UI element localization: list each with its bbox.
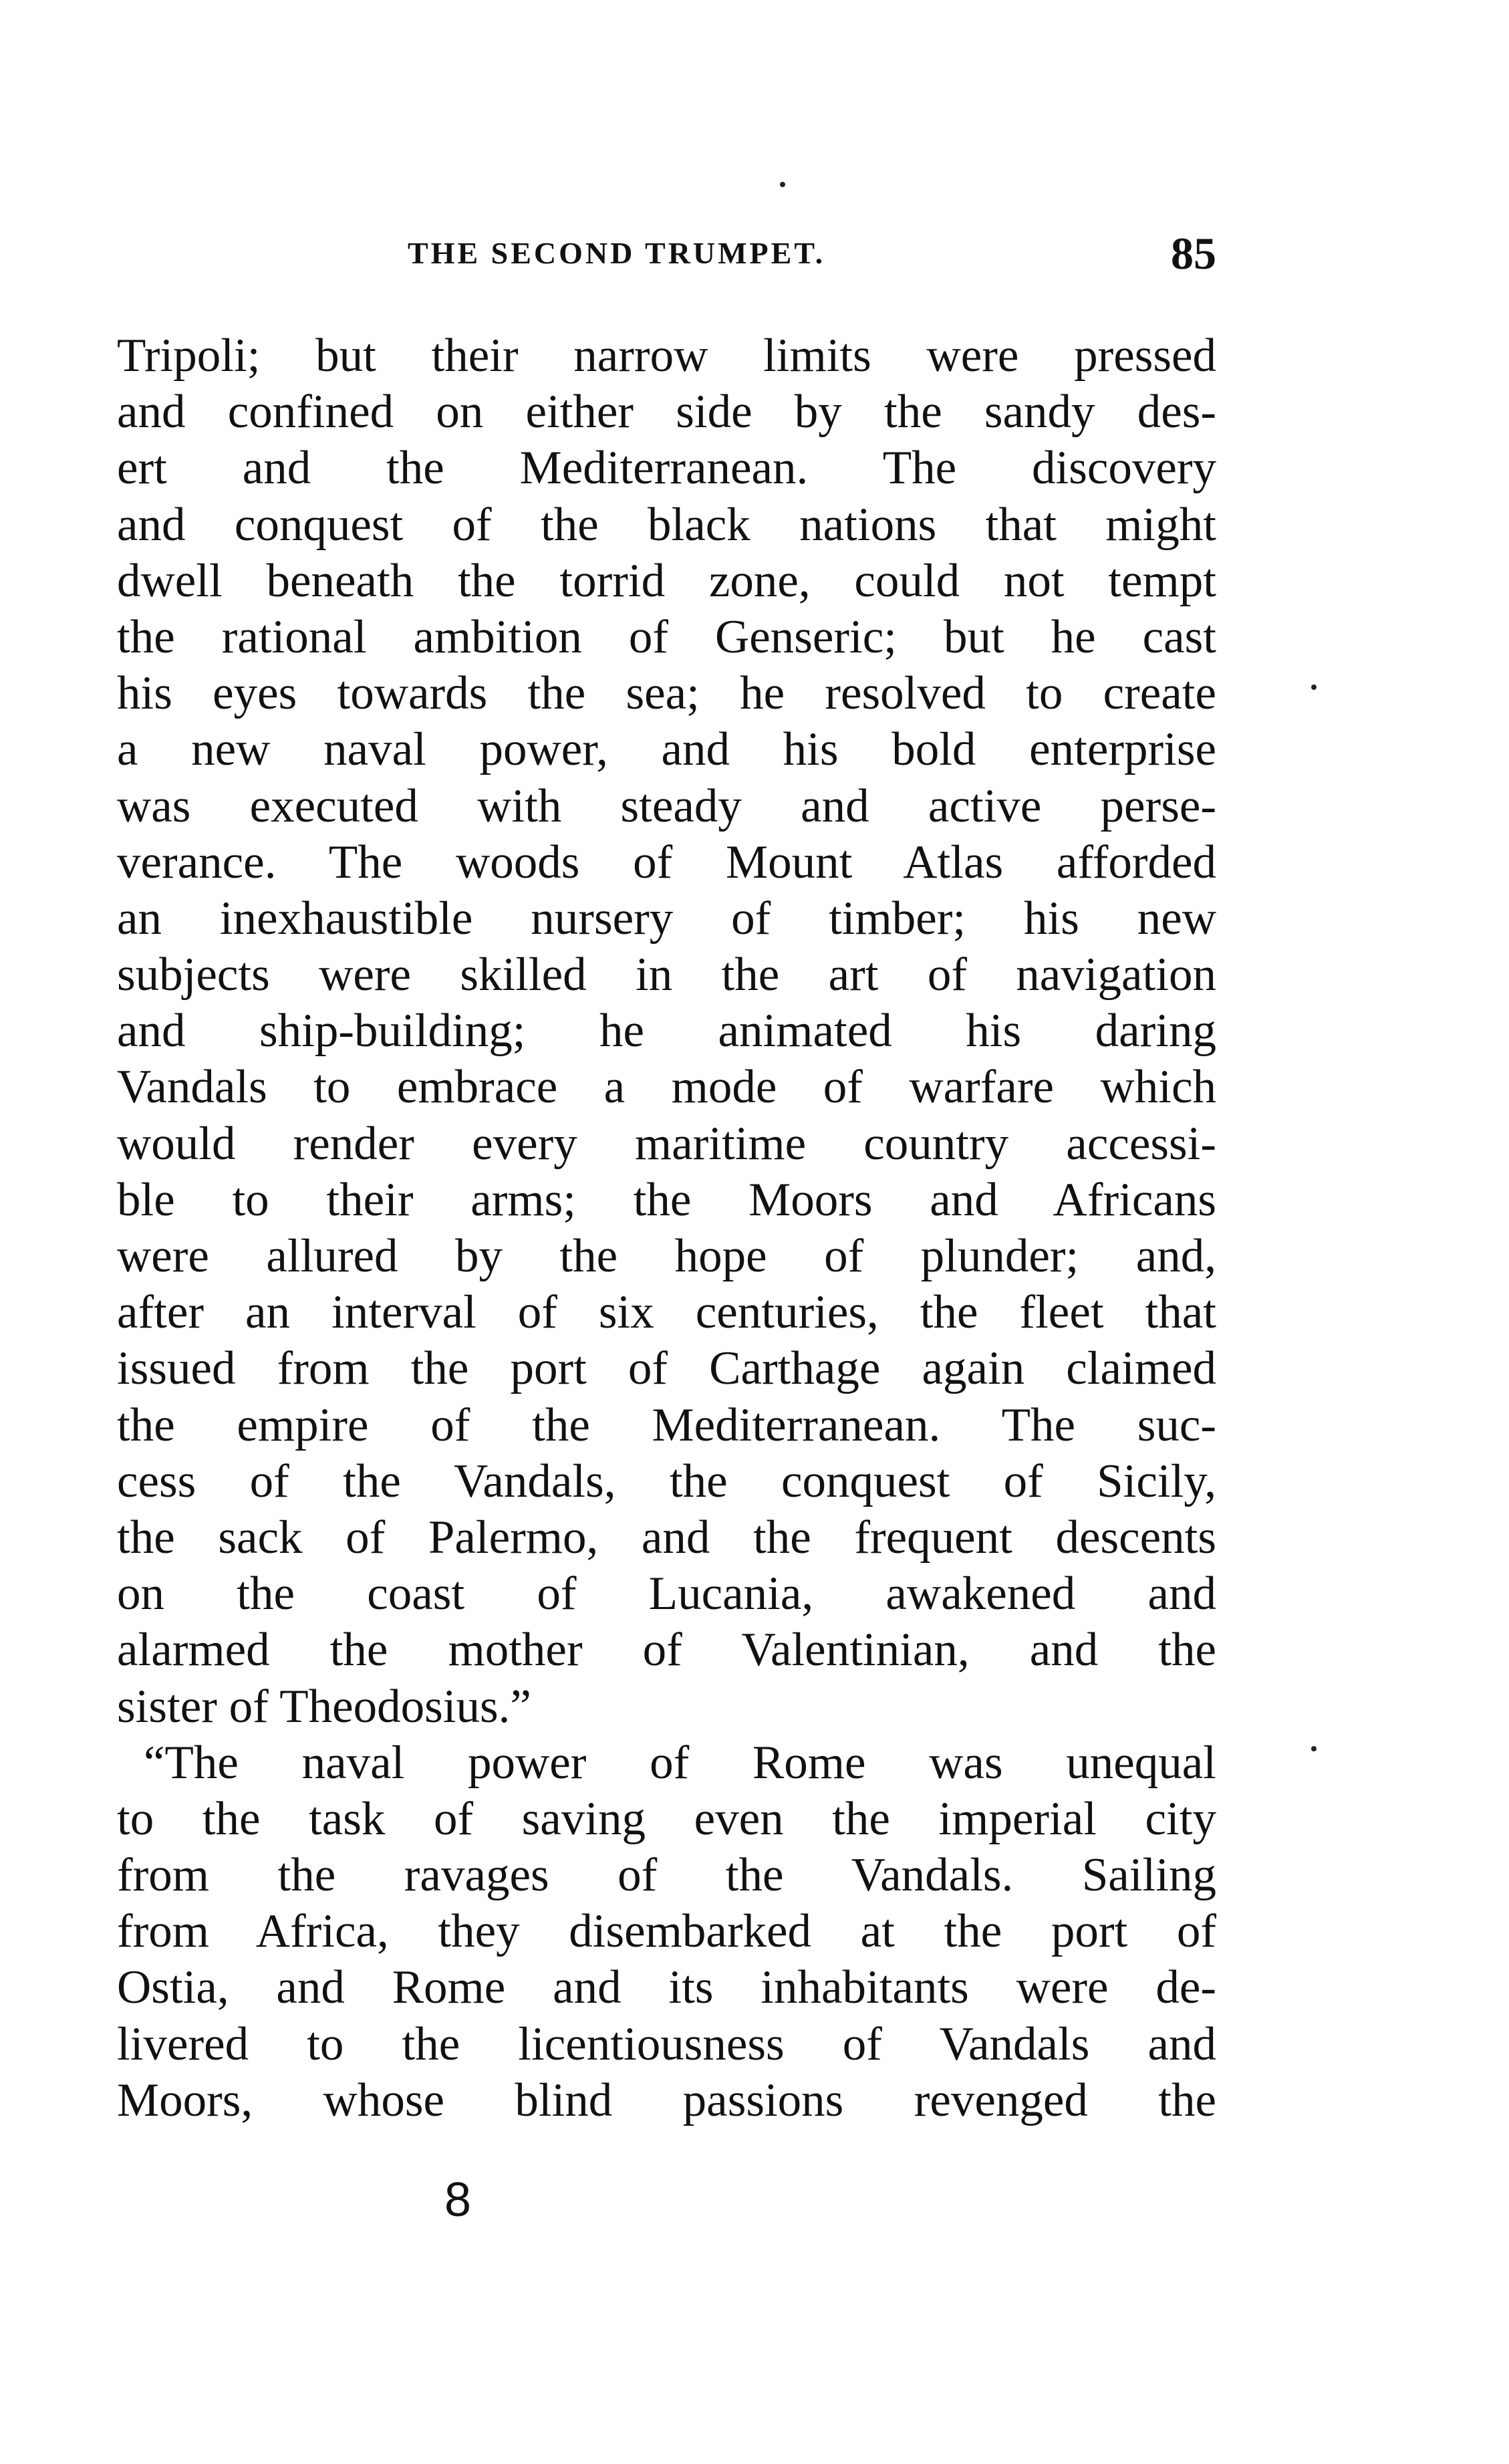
- text-line: ble to their arms; the Moors and Africans: [117, 1173, 1216, 1226]
- text-line: the empire of the Mediterranean. The suc-: [117, 1398, 1216, 1451]
- signature-mark: 8: [444, 2173, 472, 2227]
- text-line: cess of the Vandals, the conquest of Sicily,: [117, 1455, 1216, 1507]
- quotation-start-line: “The naval power of Rome was unequal: [144, 1736, 1216, 1789]
- ink-speck: [1311, 1746, 1317, 1751]
- text-line: verance. The woods of Mount Atlas afforded: [117, 836, 1216, 888]
- text-line: subjects were skilled in the art of navigation: [117, 949, 1216, 1001]
- text-line: an inexhaustible nursery of timber; his new: [117, 892, 1216, 945]
- text-line: and ship-building; he animated his daring: [117, 1005, 1216, 1058]
- text-line: from Africa, they disembarked at the port of: [117, 1905, 1216, 1958]
- text-line: from the ravages of the Vandals. Sailing: [117, 1849, 1216, 1902]
- text-line: his eyes towards the sea; he resolved to create: [117, 667, 1216, 720]
- running-title: THE SECOND TRUMPET.: [408, 236, 826, 270]
- text-line: the rational ambition of Genseric; but he cast: [117, 610, 1216, 663]
- text-line: a new naval power, and his bold enterprise: [117, 723, 1216, 776]
- text-line: and conquest of the black nations that might: [117, 498, 1216, 551]
- running-head: [408, 227, 1216, 281]
- text-line: ert and the Mediterranean. The discovery: [117, 442, 1216, 495]
- text-line: were allured by the hope of plunder; and,: [117, 1230, 1216, 1282]
- ink-speck: [1311, 685, 1317, 690]
- page-number: 85: [1171, 228, 1216, 279]
- ink-speck: [780, 182, 785, 187]
- text-line: to the task of saving even the imperial city: [117, 1792, 1216, 1845]
- text-line: Vandals to embrace a mode of warfare which: [117, 1061, 1216, 1114]
- text-line: issued from the port of Carthage again claimed: [117, 1342, 1216, 1395]
- text-line: would render every maritime country accessi-: [117, 1117, 1216, 1170]
- text-line: on the coast of Lucania, awakened and: [117, 1568, 1216, 1620]
- body-text: [117, 328, 1216, 2128]
- paragraph-end-line: sister of Theodosius.”: [117, 1680, 531, 1733]
- text-line: Tripoli; but their narrow limits were pressed: [117, 330, 1216, 382]
- text-line: Ostia, and Rome and its inhabitants were de-: [117, 1961, 1216, 2014]
- text-line: was executed with steady and active perse-: [117, 779, 1216, 832]
- text-line: livered to the licentiousness of Vandals and: [117, 2017, 1216, 2070]
- text-line: after an interval of six centuries, the fleet that: [117, 1286, 1216, 1339]
- text-line: the sack of Palermo, and the frequent descents: [117, 1511, 1216, 1564]
- text-line: Moors, whose blind passions revenged the: [117, 2074, 1216, 2126]
- text-line: and confined on either side by the sandy des-: [117, 386, 1216, 439]
- text-line: alarmed the mother of Valentinian, and the: [117, 1624, 1216, 1677]
- text-line: dwell beneath the torrid zone, could not tempt: [117, 554, 1216, 607]
